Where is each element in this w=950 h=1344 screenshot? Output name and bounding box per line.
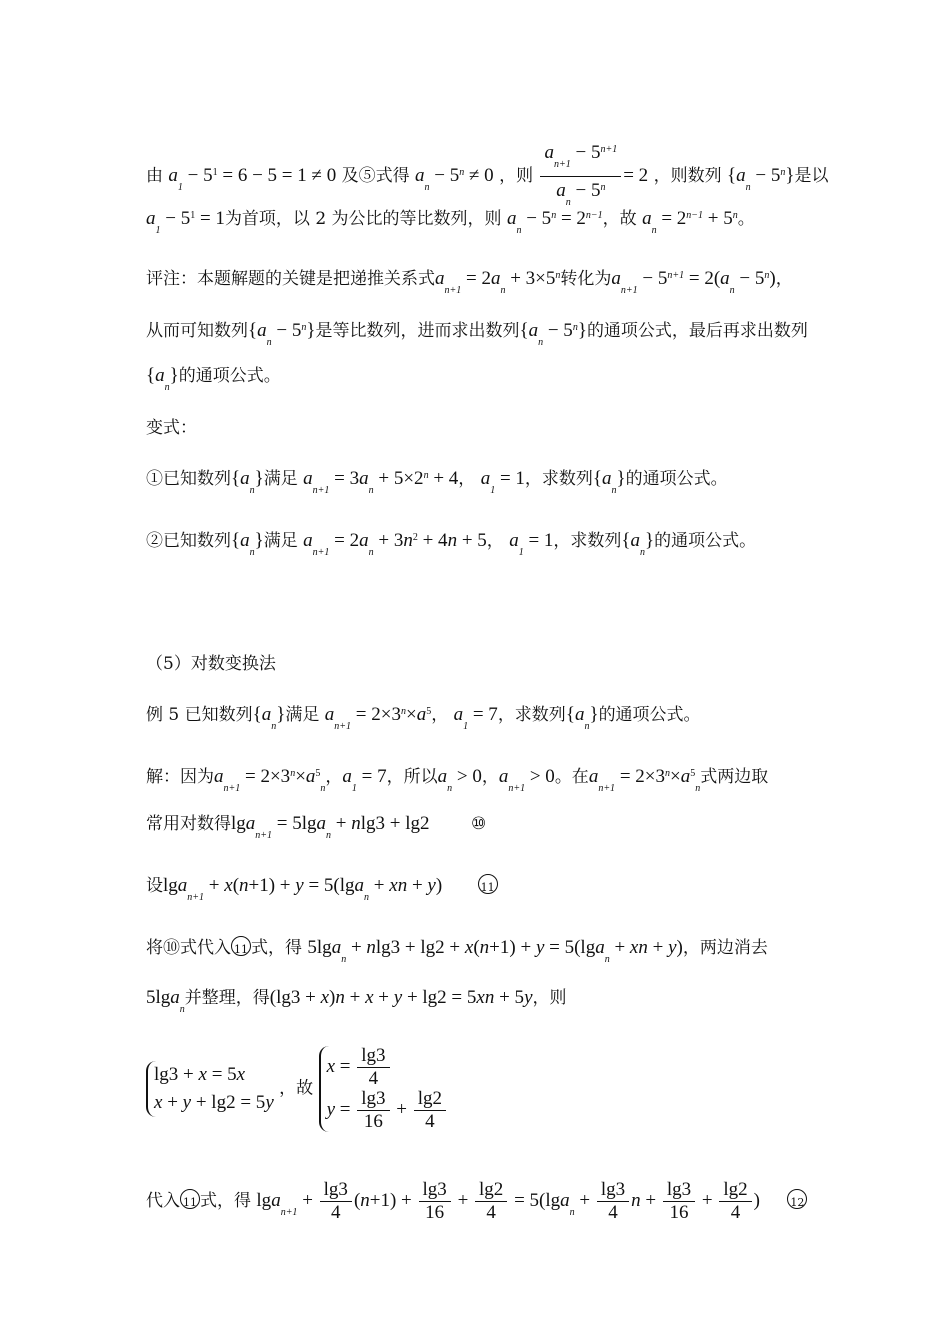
math: $a_1 - 5^1 = 1$	[146, 208, 225, 236]
text: 是以	[794, 166, 829, 186]
math: $a_{n+1} = 2\times 3^n\times a^5$	[324, 704, 432, 732]
text: 满足	[263, 469, 298, 489]
equation-tag: 11	[231, 936, 251, 956]
text: 的通项公式。	[654, 531, 757, 551]
equation-tag: ⑩	[470, 814, 487, 834]
math: $a_n = 2^{n-1} + 5^n$	[642, 208, 738, 236]
variant-1: ①已知数列$\{a_n\}$满足 $a_{n+1} = 3a_n + 5\times 2^n + 4$， $a_1 = 1$，求数列$\{a_n\}$的通项公式。	[146, 468, 728, 496]
math: $a_{n+1} - 5^{n+1} = 2(a_n - 5^n)$	[611, 268, 776, 296]
fraction: $\frac{a_{n+1} - 5^{n+1}}{a_n - 5^n}$	[540, 140, 621, 213]
text: ，	[431, 705, 449, 725]
math: $\{a_n - 5^n\}$	[248, 320, 316, 348]
text: ，故	[602, 209, 637, 229]
system-of-equations	[146, 1046, 808, 1146]
text: 满足	[285, 705, 320, 725]
math: $a_1 = 1$	[480, 468, 525, 496]
text: ，则	[499, 166, 534, 186]
text: 解：因为	[146, 767, 214, 787]
text: 设	[146, 876, 163, 896]
text: ，则数列	[653, 166, 722, 186]
text: 的通项公式。	[625, 469, 728, 489]
text-line-1: 由 $a_1 - 5^1 = 6 - 5 = 1 \ne 0$ 及⑤式得 $a_n - 5^n \ne 0$ ，则 $\frac{a_{n+1} - 5^{n+1}}{a_n - 5^n}$ = 2 ，则数列 $\{a_n - 5^n\}$是以	[146, 140, 808, 213]
text: 满足	[263, 531, 298, 551]
text: ，	[486, 531, 504, 551]
text: 是等比数列，进而求出数列	[315, 321, 520, 341]
comment-line-3	[146, 362, 808, 402]
example-5: 例 5 已知数列$\{a_n\}$满足 $a_{n+1} = 2\times 3^n\times a^5$， $a_1 = 7$，求数列$\{a_n\}$的通项公式。	[146, 704, 701, 732]
text: ，求数列	[497, 705, 566, 725]
system-left: lg3 + x = 5x x + y + lg2 = 5y	[146, 1061, 274, 1117]
system-right: x = $\frac{\lg 3}{4}$ y = $\frac{\lg 3}{16}$ + $\frac{\lg 2}{4}$	[319, 1046, 448, 1132]
text-line-2	[146, 202, 808, 245]
math: $\{a_n\}$	[146, 365, 179, 393]
text: 从而可知数列	[146, 321, 248, 341]
text: ①已知数列	[146, 469, 231, 489]
math: $a_n - 5^n \ne 0$	[415, 165, 494, 193]
math: $a_1 = 1$	[509, 530, 554, 558]
math: $a_{n+1} = 3a_n + 5\times 2^n + 4$	[303, 468, 459, 496]
text: ，	[775, 269, 793, 289]
text: 将⑩式代入	[146, 938, 231, 958]
text: 常用对数得	[146, 814, 231, 834]
solution-line-3: 设lga$_{n+1}$ + x(n+1) + y = 5(lga$_n$ + xn + y) 11	[146, 872, 808, 912]
equation-tag: 12	[787, 1189, 807, 1209]
text: 为首项，以 2 为公比的等比数列，则	[224, 209, 502, 229]
text: 转化为	[560, 269, 612, 289]
math: $\{a_n - 5^n\}$	[726, 165, 795, 193]
text: ②已知数列	[146, 531, 231, 551]
variant-2: ②已知数列$\{a_n\}$满足 $a_{n+1} = 2a_n + 3n^2 + 4n + 5$， $a_1 = 1$，求数列$\{a_n\}$的通项公式。	[146, 530, 757, 558]
math: $a_{n+1} = 2a_n + 3\times 5^n$	[435, 268, 561, 296]
solution-line-5: 5lga$_n$并整理，得(lg3 + x)n + x + y + lg2 = 5xn + 5y，则	[146, 987, 567, 1015]
solution-line-6: 代入 11 式，得 lga$_{n+1}$ + $\frac{\lg 3}{4}$ (n+1) + $\frac{\lg 3}{16}$ + $\frac{\lg 2}{4}$ = 5(lga$_n$ + $\frac{\lg 3}{4}$ n + $\frac{\lg 3}{16}$ + $\frac{\lg 2}{4}$ ) 12	[146, 1180, 808, 1227]
equation-tag: 11	[180, 1189, 200, 1209]
text: 由	[146, 166, 163, 186]
variant-label: 变式：	[146, 418, 197, 438]
equation-tag: 11	[478, 874, 498, 894]
solution-line-1: 解：因为$a_{n+1} = 2\times 3^n\times a^5_n$，$a_1 = 7$，所以$a_n > 0$，$a_{n+1} > 0$。在$a_{n+1} = 2\times 3^n\times a^5_n$式两边取	[146, 766, 769, 794]
math: $a_{n+1} = 2a_n + 3n^2 + 4n + 5$	[303, 530, 487, 558]
text: ，故	[279, 1078, 314, 1099]
text: ，求数列	[553, 531, 622, 551]
text: 的通项公式，最后再求出数列	[586, 321, 808, 341]
text: 评注：本题解题的关键是把递推关系式	[146, 269, 435, 289]
solution-line-2: 常用对数得lga$_{n+1}$ = 5lga$_n$ + nlg3 + lg2 ⑩	[146, 813, 487, 841]
text: 的通项公式。	[178, 366, 281, 386]
solution-line-4: 将⑩式代入 11 式，得 5lga$_n$ + nlg3 + lg2 + x(n+1) + y = 5(lga$_n$ + xn + y)，两边消去	[146, 937, 768, 965]
math: $a_n - 5^n = 2^{n-1}$	[506, 208, 603, 236]
comment-line-1	[146, 262, 808, 305]
math: $a_1 = 7$	[453, 704, 498, 732]
text: ，求数列	[524, 469, 593, 489]
comment-line-2	[146, 314, 808, 357]
text: ，	[458, 469, 476, 489]
text: 例 5 已知数列	[146, 705, 253, 725]
text: 的通项公式。	[598, 705, 701, 725]
section-heading: （5）对数变换法	[146, 654, 276, 674]
math: $\{a_n - 5^n\}$	[519, 320, 587, 348]
math: $a_1 - 5^1 = 6 - 5 = 1 \ne 0$	[168, 165, 337, 193]
text: 及⑤式得	[341, 166, 410, 186]
text: 。	[737, 209, 755, 229]
text: 代入	[146, 1190, 180, 1211]
